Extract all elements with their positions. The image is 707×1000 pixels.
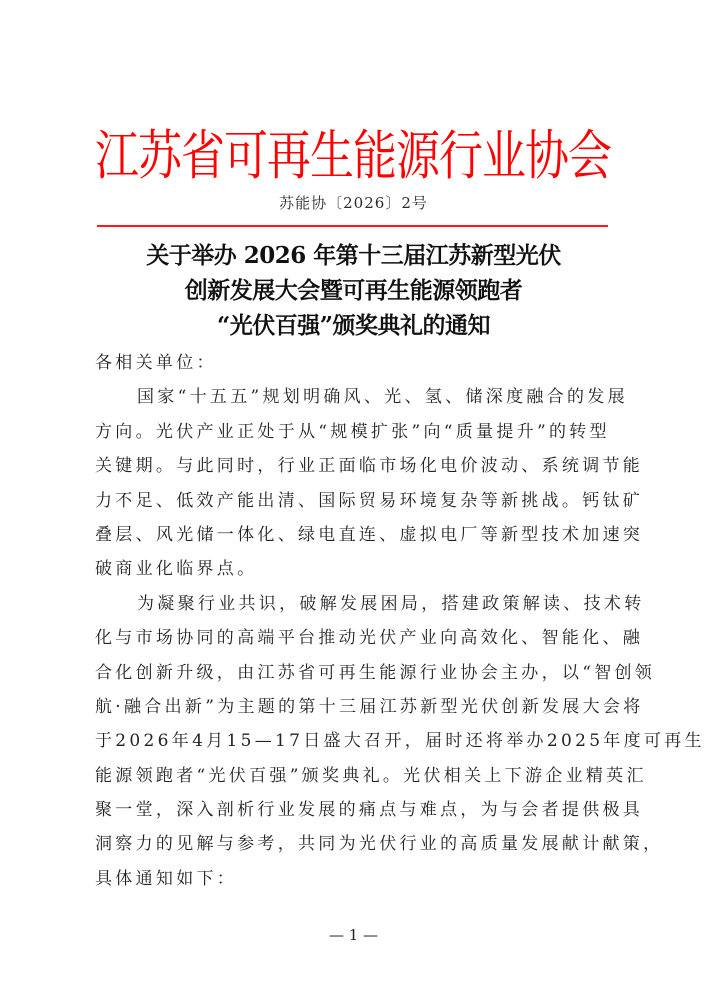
page-number: — 1 — bbox=[328, 926, 379, 944]
notice-body bbox=[95, 346, 705, 896]
document-number: 苏能协〔2026〕2号 bbox=[279, 194, 428, 212]
body-line: 国家“十五五”规划明确风、光、氢、储深度融合的发展 bbox=[137, 387, 628, 408]
organization-title: 江苏省可再生能源行业协会 bbox=[95, 125, 611, 188]
body-line: 化与市场协同的高端平台推动光伏产业向高效化、智能化、融 bbox=[95, 628, 644, 649]
notice-title-line-3: “光伏百强”颁奖典礼的通知 bbox=[217, 312, 490, 339]
notice-title-line-1: 关于举办 2026 年第十三届江苏新型光伏 bbox=[146, 242, 561, 269]
body-line: 航·融合出新”为主题的第十三届江苏新型光伏创新发展大会将 bbox=[95, 696, 644, 717]
body-line: 力不足、低效产能出清、国际贸易环境复杂等新挑战。钙钛矿 bbox=[95, 490, 644, 511]
notice-title-line-2: 创新发展大会暨可再生能源领跑者 bbox=[184, 277, 523, 304]
body-line: 洞察力的见解与参考，共同为光伏行业的高质量发展献计献策， bbox=[95, 834, 664, 855]
body-line: 具体通知如下： bbox=[95, 868, 238, 889]
body-line: 破商业化临界点。 bbox=[95, 559, 258, 580]
body-line: 合化创新升级，由江苏省可再生能源行业协会主办，以“智创领 bbox=[95, 662, 656, 683]
body-line: 关键期。与此同时，行业正面临市场化电价波动、系统调节能 bbox=[95, 456, 644, 477]
body-line: 方向。光伏产业正处于从“规模扩张”向“质量提升”的转型 bbox=[95, 421, 610, 442]
body-line: 能源领跑者“光伏百强”颁奖典礼。光伏相关上下游企业精英汇 bbox=[95, 765, 647, 786]
notice-title bbox=[0, 238, 707, 343]
salutation: 各相关单位： bbox=[95, 353, 217, 373]
red-divider-rule bbox=[97, 225, 608, 227]
body-line: 于2026年4月15—17日盛大召开，届时还将举办2025年度可再生 bbox=[95, 731, 705, 752]
body-line: 叠层、风光储一体化、绿电直连、虚拟电厂等新型技术加速突 bbox=[95, 524, 644, 545]
body-line: 为凝聚行业共识，破解发展困局，搭建政策解读、技术转 bbox=[137, 593, 645, 614]
body-line: 聚一堂，深入剖析行业发展的痛点与难点，为与会者提供极具 bbox=[95, 800, 644, 821]
